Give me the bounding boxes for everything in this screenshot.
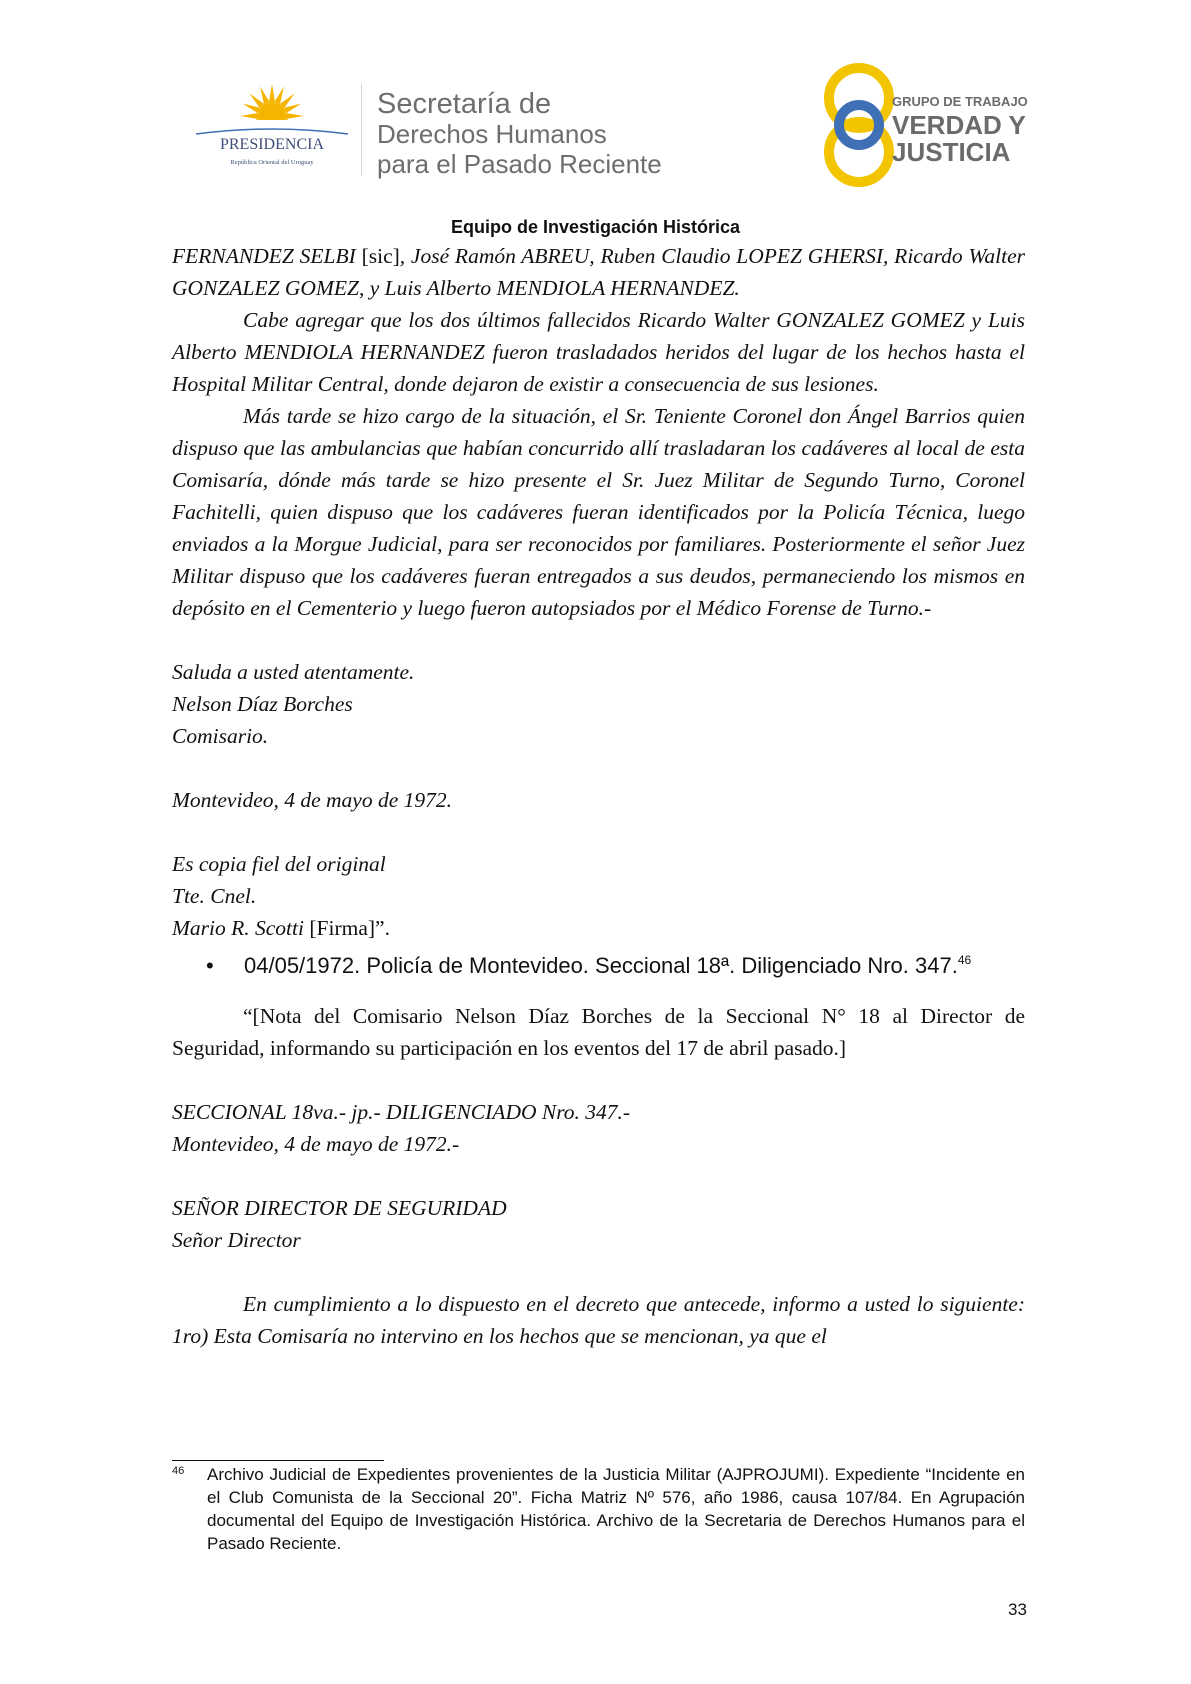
- running-header: Equipo de Investigación Histórica: [450, 217, 741, 237]
- sic-note: [sic]: [361, 244, 400, 268]
- closing-line-3: Comisario.: [172, 724, 269, 748]
- grupo-line-3: JUSTICIA: [892, 137, 1011, 167]
- copy-line-2: Tte. Cnel.: [172, 884, 257, 908]
- paragraph-victims: [172, 240, 1025, 304]
- bullet-text: 04/05/1972. Policía de Montevideo. Seccional 18ª. Diligenciado Nro. 347.: [244, 953, 958, 978]
- grupo-line-2: VERDAD Y: [892, 110, 1026, 140]
- grupo-trabajo-title: [892, 95, 1062, 165]
- report-header-line-1: SECCIONAL 18va.- jp.- DILIGENCIADO Nro. 347.-: [172, 1100, 631, 1124]
- secretaria-line-3: para el Pasado Reciente: [377, 148, 662, 179]
- report-header-line-2: Montevideo, 4 de mayo de 1972.-: [172, 1132, 460, 1156]
- seal-title: PRESIDENCIA: [219, 136, 325, 153]
- page-number: 33: [1008, 1600, 1027, 1619]
- footnote-rule: [172, 1460, 384, 1461]
- footnote: [172, 1463, 1025, 1555]
- victims-rest: , José Ramón ABREU, Ruben Claudio LOPEZ GHERSI, Ricardo Walter GONZALEZ GOMEZ, y Luis Alberto MENDIOLA HERNANDEZ.: [172, 244, 1025, 300]
- editorial-note: “[Nota del Comisario Nelson Díaz Borches de la Seccional N° 18 al Director de Seguridad, informando su participación en los eventos del 17 de abril pasado.]: [172, 1004, 1025, 1060]
- letterhead-divider: [361, 84, 362, 176]
- secretaria-line-1: Secretaría de: [377, 88, 552, 120]
- footnote-reference[interactable]: 46: [957, 953, 972, 967]
- bullet-marker: •: [206, 953, 214, 978]
- report-opening: En cumplimiento a lo dispuesto en el decreto que antecede, informo a usted lo siguiente: 1ro) Esta Comisaría no intervino en los hechos que se mencionan, ya que el: [172, 1292, 1025, 1348]
- salutation-line-2: Señor Director: [172, 1228, 301, 1252]
- dateline: Montevideo, 4 de mayo de 1972.: [172, 788, 453, 812]
- closing-line-1: Saluda a usted atentamente.: [172, 660, 415, 684]
- closing-line-2: Nelson Díaz Borches: [172, 692, 353, 716]
- footnote-mark: 46: [172, 1465, 185, 1477]
- copy-signer-line: [172, 912, 1025, 944]
- presidencia-sun-seal-icon: [192, 80, 352, 176]
- footnote-text: Archivo Judicial de Expedientes provenientes de la Justicia Militar (AJPROJUMI). Expediente “Incidente en el Club Comunista de la Seccional 20”. Ficha Matriz Nº 576, año 1986, causa 107/84. En Agrupación documental del Equipo de Investigación Histórica. Archivo de la Secretaria de Derechos Humanos para el Pasado Reciente.: [207, 1465, 1025, 1553]
- victims-lead: FERNANDEZ SELBI: [172, 244, 356, 268]
- copy-signer-tail: [Firma]”.: [303, 916, 390, 940]
- copy-signer: Mario R. Scotti: [172, 916, 304, 940]
- copy-line-1: Es copia fiel del original: [172, 852, 386, 876]
- paragraph-hospital: Cabe agregar que los dos últimos fallecidos Ricardo Walter GONZALEZ GOMEZ y Luis Alberto MENDIOLA HERNANDEZ fueron trasladados heridos del lugar de los hechos hasta el Hospital Militar Central, donde dejaron de existir a consecuencia de sus lesiones.: [172, 308, 1025, 396]
- salutation-line-1: SEÑOR DIRECTOR DE SEGURIDAD: [172, 1196, 507, 1220]
- secretaria-line-2: Derechos Humanos: [377, 119, 607, 150]
- seal-subtitle: República Oriental del Uruguay: [230, 159, 314, 166]
- paragraph-barrios: Más tarde se hizo cargo de la situación, el Sr. Teniente Coronel don Ángel Barrios quien dispuso que las ambulancias que habían concurrido allí trasladaran los cadáveres al local de esta Comisaría, dónde más tarde se hizo presente el Sr. Juez Militar de Segundo Turno, Coronel Fachitelli, quien dispuso que los cadáveres fueran identificados por la Policía Técnica, luego enviados a la Morgue Judicial, para ser reconocidos por familiares. Posteriormente el señor Juez Militar dispuso que los cadáveres fueran entregados a sus deudos, permaneciendo los mismos en depósito en el Cementerio y luego fueron autopsiados por el Médico Forense de Turno.-: [172, 404, 1025, 620]
- grupo-line-1: GRUPO DE TRABAJO: [892, 94, 1028, 109]
- secretaria-title: [377, 88, 717, 179]
- bullet-item: [172, 950, 1025, 982]
- document-body: [172, 240, 1025, 1352]
